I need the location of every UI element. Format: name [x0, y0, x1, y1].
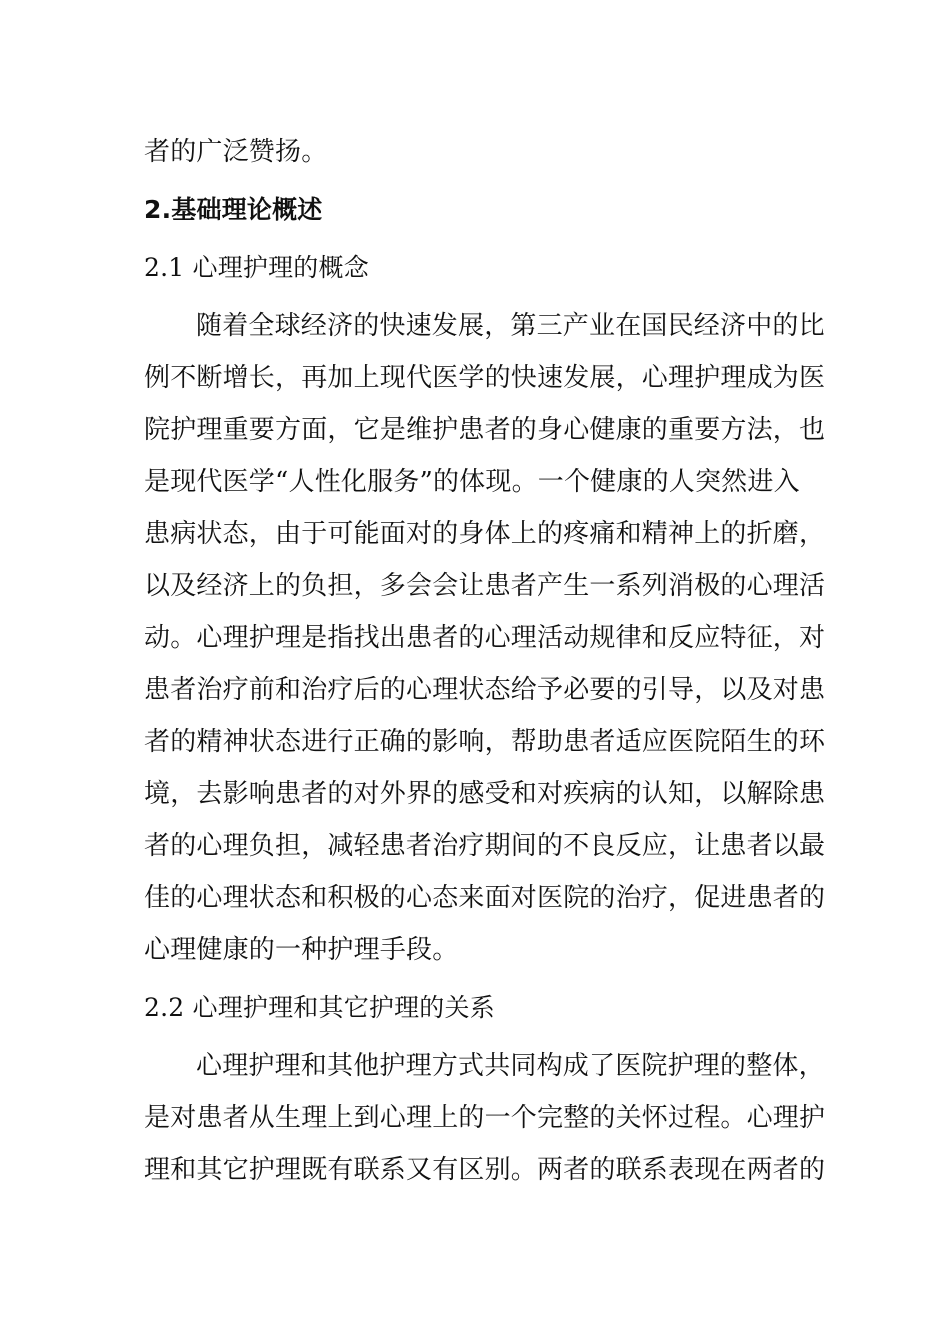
paragraph-line: 是对患者从生理上到心理上的一个完整的关怀过程。心理护 [144, 1103, 826, 1133]
paragraph-line: 患者治疗前和治疗后的心理状态给予必要的引导，以及对患 [144, 675, 826, 705]
paragraph-line: 院护理重要方面，它是维护患者的身心健康的重要方法，也 [144, 415, 826, 445]
paragraph-line: 以及经济上的负担，多会会让患者产生一系列消极的心理活 [144, 571, 826, 601]
paragraph-line: 理和其它护理既有联系又有区别。两者的联系表现在两者的 [144, 1155, 826, 1185]
section-heading: 2.基础理论概述 [144, 195, 323, 224]
paragraph-line: 者的心理负担，减轻患者治疗期间的不良反应，让患者以最 [144, 831, 826, 861]
paragraph-line: 患病状态，由于可能面对的身体上的疼痛和精神上的折磨， [144, 519, 826, 549]
paragraph-line: 佳的心理状态和积极的心态来面对医院的治疗，促进患者的 [144, 883, 826, 913]
document-page [144, 126, 826, 1196]
paragraph-line: 随着全球经济的快速发展，第三产业在国民经济中的比 [196, 311, 825, 341]
paragraph-line: 境，去影响患者的对外界的感受和对疾病的认知，以解除患 [144, 779, 826, 809]
continuation-line: 者的广泛赞扬。 [144, 137, 328, 167]
paragraph-relationship [144, 1040, 826, 1196]
paragraph-concept [144, 300, 826, 976]
paragraph-line: 动。心理护理是指找出患者的心理活动规律和反应特征，对 [144, 623, 826, 653]
paragraph-line: 心理健康的一种护理手段。 [144, 935, 459, 965]
paragraph-line: 是现代医学“人性化服务”的体现。一个健康的人突然进入 [144, 467, 800, 497]
subsection-heading-1: 2.1 心理护理的概念 [144, 253, 369, 282]
subsection-heading-2: 2.2 心理护理和其它护理的关系 [144, 993, 495, 1022]
paragraph-line: 者的精神状态进行正确的影响，帮助患者适应医院陌生的环 [144, 727, 826, 757]
paragraph-line: 例不断增长，再加上现代医学的快速发展，心理护理成为医 [144, 363, 826, 393]
paragraph-line: 心理护理和其他护理方式共同构成了医院护理的整体， [196, 1051, 825, 1081]
